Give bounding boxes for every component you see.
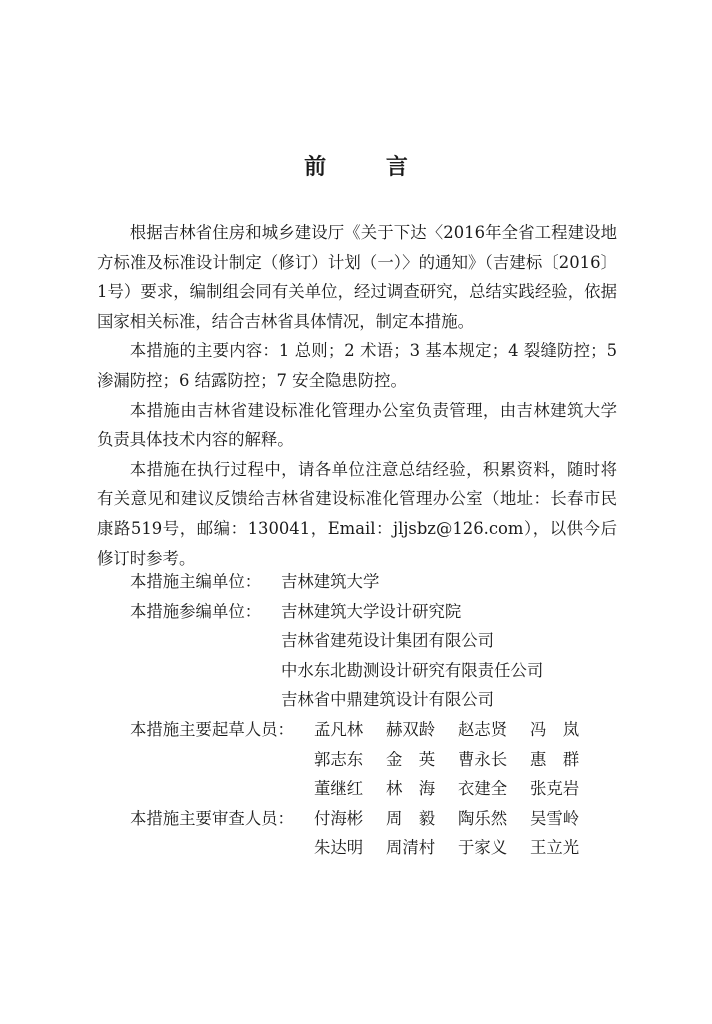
participating-unit: 中水东北勘测设计研究有限责任公司	[281, 660, 544, 680]
drafters-label: 本措施主要起草人员：	[130, 719, 294, 739]
chief-editor-label: 本措施主编单位：	[130, 572, 262, 591]
reviewer-name: 陶乐然	[458, 808, 508, 828]
drafter-name: 董继红	[314, 779, 364, 799]
preface-paragraph-contents: 本措施的主要内容：1 总则；2 术语；3 基本规定；4 裂缝防控；5 渗漏防控；6 结露防控；7 安全隐患防控。	[97, 341, 617, 390]
preface-paragraph-management: 本措施由吉林省建设标准化管理办公室负责管理，由吉林建筑大学负责具体技术内容的解释。	[97, 400, 617, 450]
participating-unit: 吉林省中鼎建筑设计有限公司	[281, 690, 495, 710]
drafters-names	[314, 745, 602, 775]
reviewer-name: 吴雪岭	[530, 808, 580, 828]
reviewers-label: 本措施主要审查人员：	[130, 808, 294, 828]
preface-body	[97, 218, 617, 573]
chief-editor-unit: 吉林建筑大学	[281, 572, 380, 591]
credits-section	[97, 567, 617, 863]
reviewer-name: 朱达明	[314, 838, 364, 858]
drafter-name: 惠 群	[530, 749, 580, 769]
chief-editor-row	[97, 567, 617, 597]
reviewers-row	[97, 804, 617, 834]
participating-unit: 吉林省建苑设计集团有限公司	[281, 631, 495, 651]
participating-unit: 吉林建筑大学设计研究院	[281, 601, 462, 621]
participating-units-row	[97, 685, 617, 715]
reviewer-name: 于家义	[458, 838, 508, 858]
page-title: 前 言	[304, 155, 434, 180]
preface-paragraph-basis: 根据吉林省住房和城乡建设厅《关于下达〈2016年全省工程建设地方标准及标准设计制定（修订）计划（一）〉的通知》（吉建标〔2016〕1号）要求，编制组会同有关单位，经过调查研究，总结实践经验，依据国家相关标准，结合吉林省具体情况，制定本措施。	[97, 223, 617, 331]
participating-units-row	[97, 626, 617, 656]
preface-paragraph-feedback: 本措施在执行过程中，请各单位注意总结经验，积累资料，随时将有关意见和建议反馈给吉林省建设标准化管理办公室（地址：长春市民康路519号，邮编：130041，Email：jljsbz@126.com），以供今后修订时参考。	[97, 459, 617, 568]
drafter-name: 孟凡林	[314, 719, 364, 739]
drafter-name: 林 海	[386, 779, 436, 799]
participating-units-label: 本措施参编单位：	[130, 601, 262, 621]
drafter-name: 曹永长	[458, 749, 508, 769]
drafter-name: 金 英	[386, 749, 436, 769]
reviewer-name: 周 毅	[386, 808, 436, 828]
drafter-name: 赵志贤	[458, 719, 508, 739]
reviewer-name: 王立光	[530, 838, 580, 858]
drafter-name: 冯 岚	[530, 719, 580, 739]
reviewers-row	[97, 833, 617, 863]
participating-units-row	[97, 597, 617, 627]
drafters-names	[314, 774, 602, 804]
reviewer-name: 付海彬	[314, 808, 364, 828]
drafters-row	[97, 745, 617, 775]
participating-units-row	[97, 656, 617, 686]
drafter-name: 郭志东	[314, 749, 364, 769]
drafters-row	[97, 774, 617, 804]
reviewers-names	[314, 804, 602, 834]
reviewers-names	[314, 833, 602, 863]
drafters-names	[314, 715, 602, 745]
drafter-name: 赫双龄	[386, 719, 436, 739]
reviewer-name: 周清村	[386, 838, 436, 858]
drafter-name: 衣建全	[458, 779, 508, 799]
drafters-row	[97, 715, 617, 745]
drafter-name: 张克岩	[530, 779, 580, 799]
